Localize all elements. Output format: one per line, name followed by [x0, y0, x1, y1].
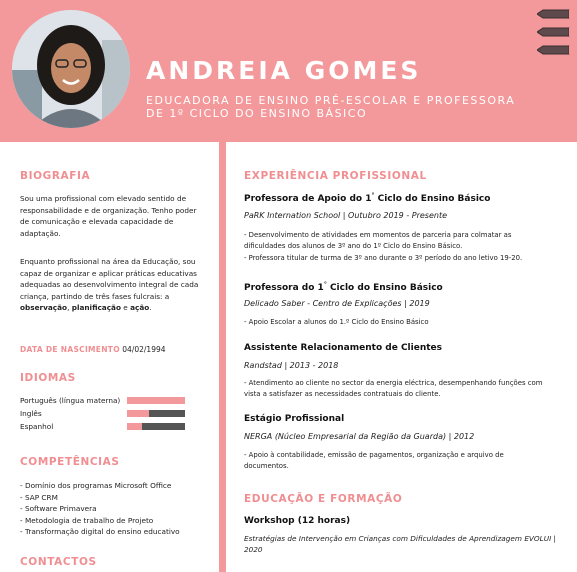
language-level-bar: [127, 423, 185, 430]
job-organization: Delicado Saber - Centro de Explicações | 2019: [244, 299, 430, 308]
job-description: - Apoio à contabilidade, emissão de pagamentos, organização e arquivo de documentos.: [244, 451, 504, 470]
language-name: Inglês: [20, 409, 42, 418]
column-divider: [219, 142, 226, 572]
job-description: - Atendimento ao cliente no sector da energia eléctrica, desempenhando funções com vista a satisfazer as necessidades contratuais do cliente.: [244, 379, 543, 398]
bio-acao: ação: [130, 303, 150, 312]
job-title-text: Ciclo do Ensino Básico: [374, 194, 491, 204]
language-name: Português (língua materna): [20, 396, 121, 405]
education-title: Workshop (12 horas): [244, 516, 351, 526]
section-languages-title: IDIOMAS: [20, 372, 76, 384]
job-title-text: Professora do 1: [244, 283, 324, 293]
language-level-bar: [127, 397, 185, 404]
section-education-title: EDUCAÇÃO E FORMAÇÃO: [244, 493, 403, 505]
list-item: - Transformação digital do ensino educativo: [20, 527, 180, 537]
job-description: - Apoio Escolar a alunos do 1.º Ciclo do Ensino Básico: [244, 318, 429, 326]
job-organization: PaRK Internation School | Outubro 2019 - Presente: [244, 211, 447, 220]
section-contacts-title: CONTACTOS: [20, 556, 97, 568]
bio-p2-and: e: [120, 303, 131, 312]
candidate-role: [146, 94, 546, 120]
dob-label: DATA DE NASCIMENTO: [20, 345, 120, 354]
section-biography-title: BIOGRAFIA: [20, 170, 91, 182]
education-description: Estratégias de Intervenção em Crianças com Dificuldades de Aprendizagem EVOLUI | 2020: [244, 534, 556, 554]
degree-mark: °: [323, 281, 327, 288]
language-level-fill: [127, 410, 149, 417]
bio-p2-sep: ,: [67, 303, 72, 312]
job-title: Assistente Relacionamento de Clientes: [244, 343, 442, 353]
date-of-birth: [20, 345, 166, 354]
job-description: - Professora titular de turma de 3º ano durante o 3º período do ano letivo 19-20.: [244, 254, 523, 262]
section-experience-title: EXPERIÊNCIA PROFISSIONAL: [244, 170, 427, 182]
bio-planificacao: planificação: [71, 303, 121, 312]
list-item: - Domínio dos programas Microsoft Office: [20, 481, 172, 490]
bio-observacao: observação: [20, 303, 68, 312]
section-skills-title: COMPETÊNCIAS: [20, 456, 120, 468]
dob-value: 04/02/1994: [122, 345, 166, 354]
degree-mark: °: [371, 192, 375, 199]
job-organization: Randstad | 2013 - 2018: [244, 361, 339, 370]
language-name: Espanhol: [20, 422, 54, 431]
bio-p2-text: Enquanto profissional na área da Educação, sou capaz de organizar e aplicar práticas educativas adequadas ao desenvolvimento integral de cada criança, partindo de três fases fulcrais: a: [20, 257, 199, 301]
job-title: [244, 281, 443, 293]
bio-paragraph-2: [20, 256, 205, 314]
job-title-text: Professora de Apoio do 1: [244, 194, 372, 204]
role-line-1: EDUCADORA DE ENSINO PRÉ-ESCOLAR E PROFESSORA: [146, 94, 516, 107]
language-level-bar: [127, 410, 185, 417]
header-banner: [0, 0, 577, 142]
list-item: - SAP CRM: [20, 492, 58, 502]
job-title-text: Ciclo do Ensino Básico: [326, 283, 443, 293]
bio-p2-end: .: [149, 303, 152, 312]
job-title: Estágio Profissional: [244, 414, 345, 424]
candidate-name: ANDREIA GOMES: [146, 56, 422, 85]
role-line-2: DE 1º CICLO DO ENSINO BÁSICO: [146, 107, 368, 120]
job-organization: NERGA (Núcleo Empresarial da Região da Guarda) | 2012: [244, 432, 475, 441]
language-level-fill: [127, 423, 142, 430]
bio-paragraph-1: Sou uma profissional com elevado sentido de responsabilidade e de organização. Tenho poder de comunicação e elevada capacidade de adaptação.: [20, 194, 197, 238]
pencils-icon: [537, 4, 577, 60]
skills-list: [20, 480, 180, 538]
list-item: - Metodologia de trabalho de Projeto: [20, 515, 154, 525]
job-description: - Desenvolvimento de atividades em momentos de parceria para colmatar as dificuldades dos alunos de 3º ano do 1º Ciclo do Ensino Básico.: [244, 231, 512, 250]
language-level-fill: [127, 397, 185, 404]
profile-photo: [12, 10, 130, 128]
avatar: [12, 10, 130, 128]
list-item: - Software Primavera: [20, 504, 97, 514]
job-title: [244, 192, 490, 204]
